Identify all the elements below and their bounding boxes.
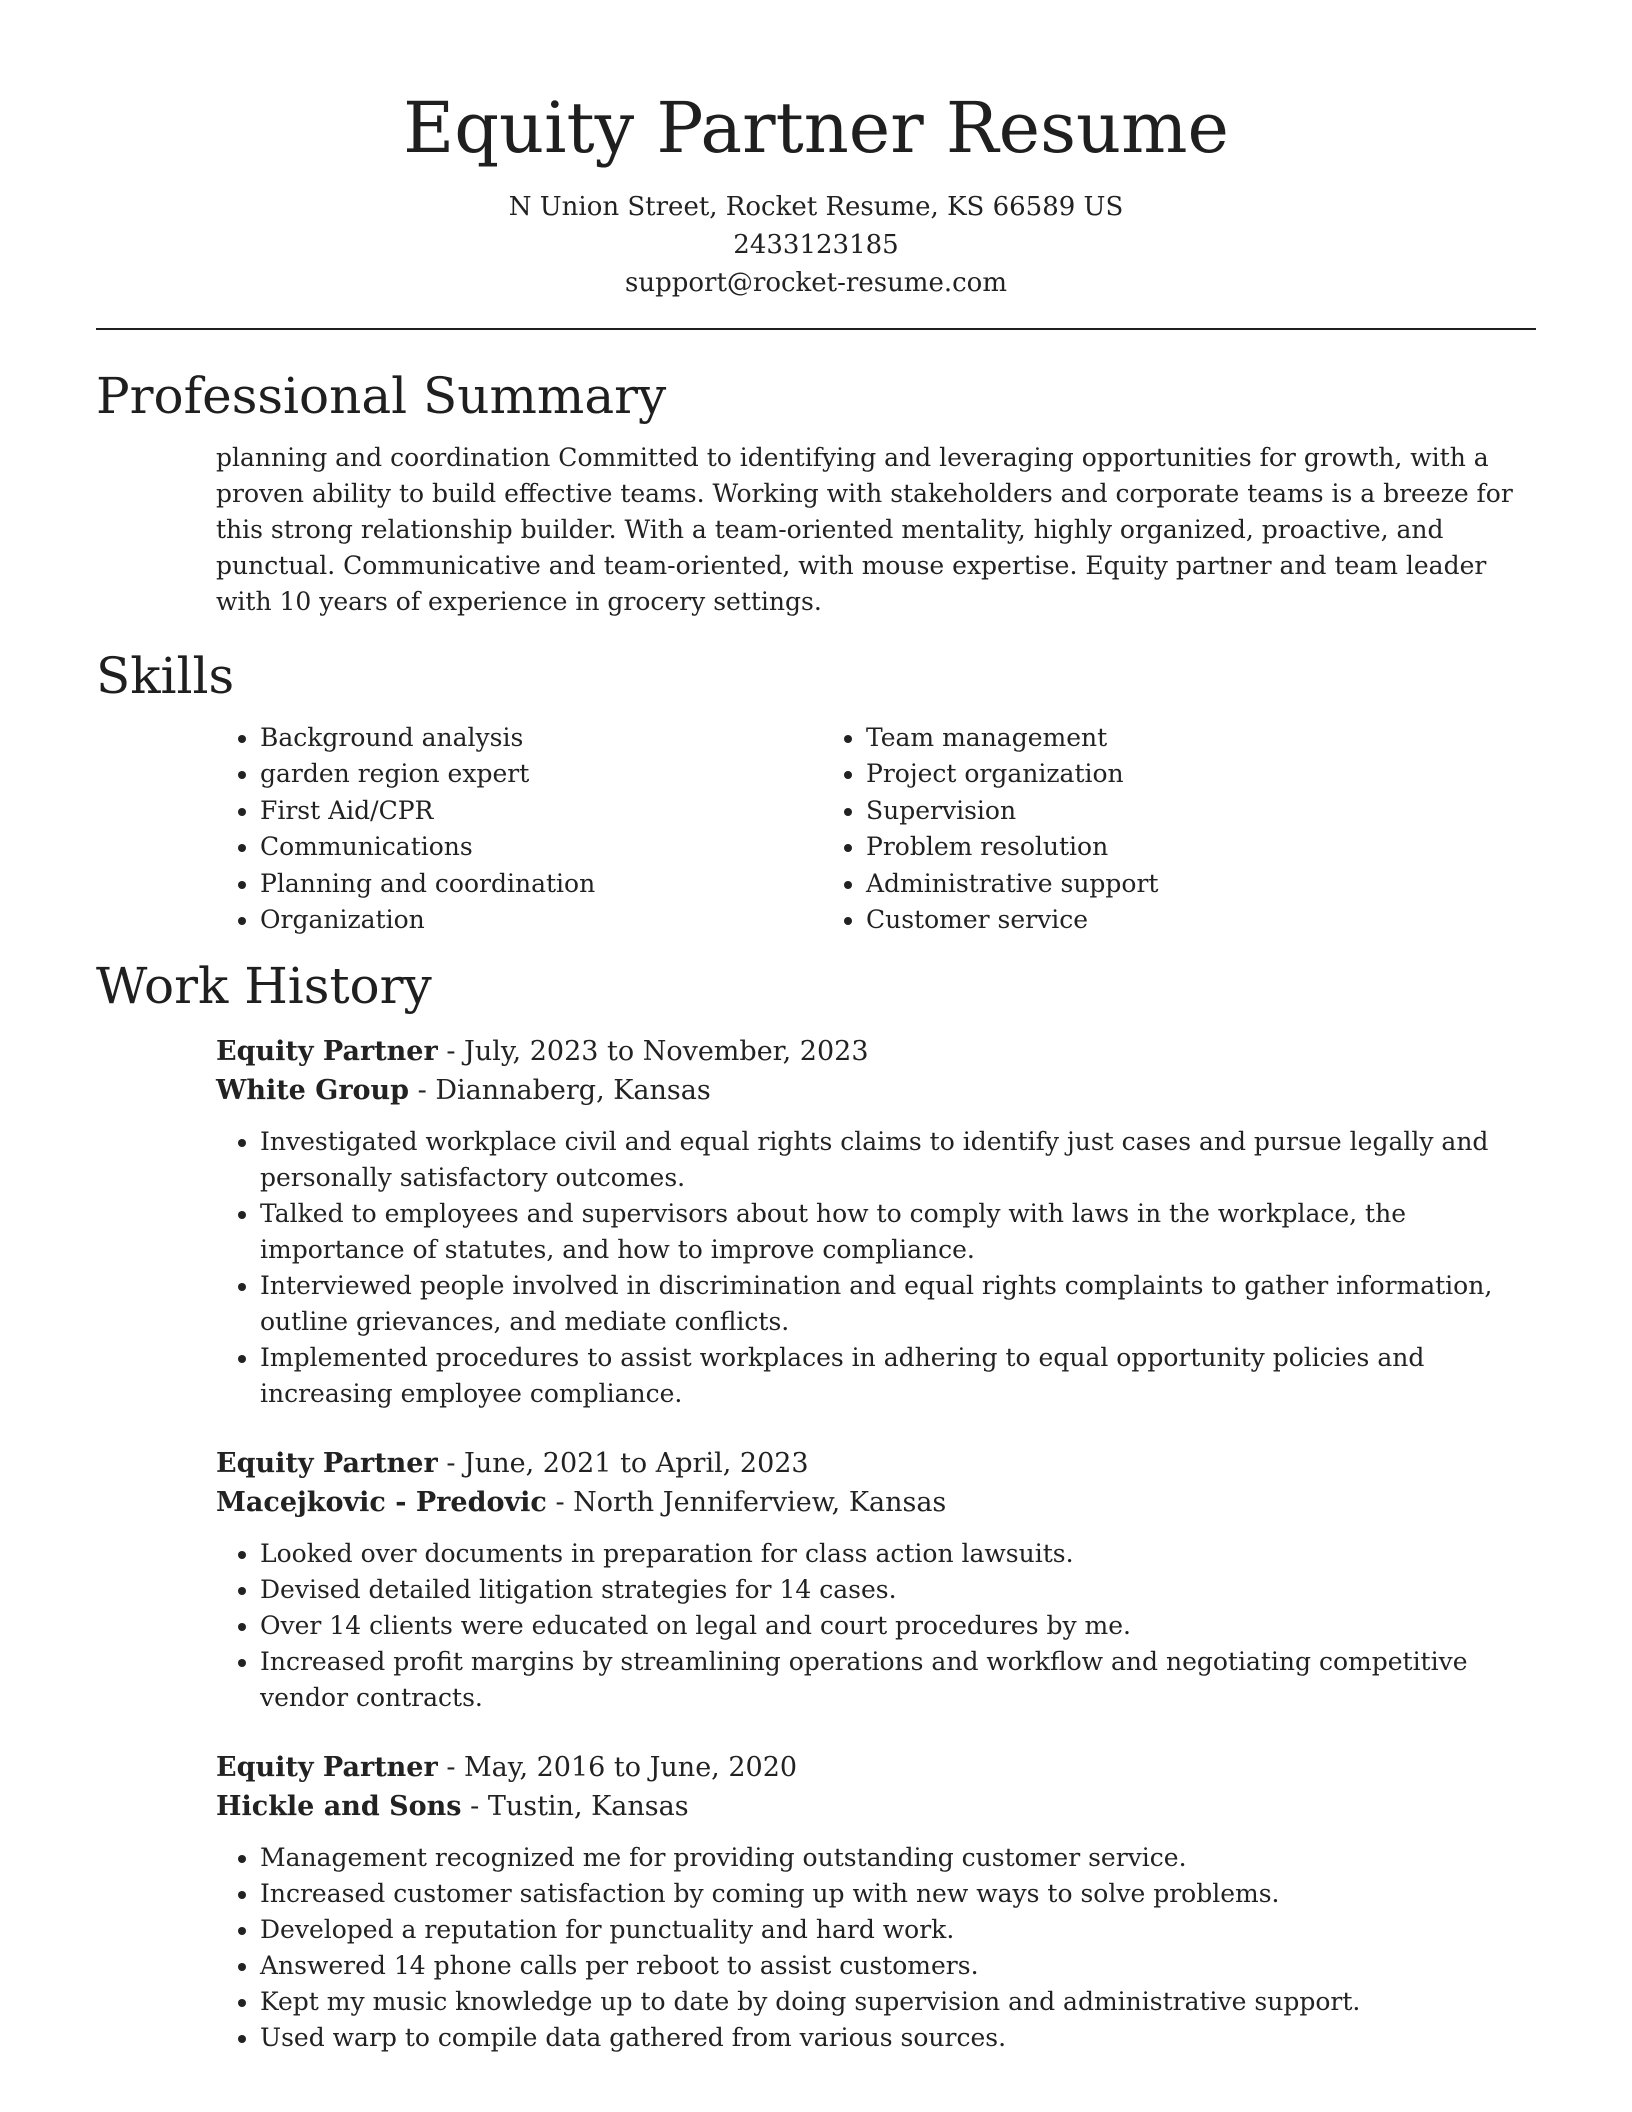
job-dates: July, 2023 to November, 2023 (464, 1036, 869, 1068)
job-entry (216, 1032, 1536, 1412)
skills-list-right (822, 720, 1428, 938)
skill-item: • Background analysis (260, 720, 822, 756)
job-location: Tustin, Kansas (487, 1791, 689, 1823)
skill-item: • Problem resolution (866, 829, 1428, 865)
job-dates: May, 2016 to June, 2020 (464, 1752, 798, 1784)
header-divider (96, 328, 1536, 330)
job-bullet: • Over 14 clients were educated on legal and court procedures by me. (260, 1608, 1536, 1644)
job-location: Diannaberg, Kansas (435, 1075, 711, 1107)
job-company-line (216, 1787, 1536, 1826)
job-title: Equity Partner (216, 1752, 438, 1784)
title-separator: - (446, 1752, 465, 1784)
resume-page (96, 0, 1536, 2056)
company-separator: - (555, 1487, 574, 1519)
job-bullet: • Developed a reputation for punctuality and hard work. (260, 1912, 1536, 1948)
job-company: White Group (216, 1075, 410, 1107)
contact-block (96, 188, 1536, 302)
job-dates: June, 2021 to April, 2023 (464, 1448, 809, 1480)
skill-item: • Team management (866, 720, 1428, 756)
job-company-line (216, 1071, 1536, 1110)
title-separator: - (446, 1036, 465, 1068)
skill-item: • Administrative support (866, 866, 1428, 902)
job-bullet: • Used warp to compile data gathered from various sources. (260, 2020, 1536, 2056)
job-bullet: • Talked to employees and supervisors about how to comply with laws in the workplace, the importance of statutes, and how to improve compliance. (260, 1196, 1536, 1268)
job-company: Hickle and Sons (216, 1791, 462, 1823)
job-bullet: • Answered 14 phone calls per reboot to assist customers. (260, 1948, 1536, 1984)
job-bullet: • Interviewed people involved in discrimination and equal rights complaints to gather information, outline grievances, and mediate conflicts. (260, 1268, 1536, 1340)
job-bullets (216, 1124, 1536, 1412)
skill-item: • garden region expert (260, 756, 822, 792)
company-separator: - (417, 1075, 436, 1107)
job-bullet: • Looked over documents in preparation for class action lawsuits. (260, 1536, 1536, 1572)
job-title-line (216, 1444, 1536, 1483)
company-separator: - (470, 1791, 488, 1823)
job-title-line (216, 1032, 1536, 1071)
skills-list-left (216, 720, 822, 938)
job-company: Macejkovic - Predovic (216, 1487, 547, 1519)
job-entry (216, 1748, 1536, 2056)
skill-item: • First Aid/CPR (260, 793, 822, 829)
work-history-heading: Work History (96, 957, 432, 1016)
job-entry (216, 1444, 1536, 1716)
job-title-line (216, 1748, 1536, 1787)
contact-address: N Union Street, Rocket Resume, KS 66589 US (508, 192, 1124, 222)
job-bullet: • Investigated workplace civil and equal rights claims to identify just cases and pursue legally and personally satisfactory outcomes. (260, 1124, 1536, 1196)
job-bullet: • Increased customer satisfaction by coming up with new ways to solve problems. (260, 1876, 1536, 1912)
skill-item: • Supervision (866, 793, 1428, 829)
job-bullet: • Kept my music knowledge up to date by doing supervision and administrative support. (260, 1984, 1536, 2020)
resume-title: Equity Partner Resume (403, 87, 1229, 169)
skill-item: • Customer service (866, 902, 1428, 938)
contact-email: support@rocket-resume.com (624, 268, 1007, 298)
contact-phone: 2433123185 (733, 230, 899, 260)
skills-columns (216, 720, 1536, 938)
job-bullets (216, 1536, 1536, 1716)
job-company-line (216, 1483, 1536, 1522)
skill-item: • Communications (260, 829, 822, 865)
skill-item: • Planning and coordination (260, 866, 822, 902)
job-bullet: • Implemented procedures to assist workplaces in adhering to equal opportunity policies and increasing employee compliance. (260, 1340, 1536, 1412)
job-title: Equity Partner (216, 1036, 438, 1068)
job-title: Equity Partner (216, 1448, 438, 1480)
summary-text: planning and coordination Committed to identifying and leveraging opportunities for growth, with a proven ability to build effective teams. Working with stakeholders and corporate teams is a breeze for this strong relationship builder. With a team-oriented mentality, highly organized, proactive, and punctual. Communicative and team-oriented, with mouse expertise. Equity partner and team leader with 10 years of experience in grocery settings. (216, 443, 1513, 616)
summary-heading: Professional Summary (96, 367, 667, 425)
title-separator: - (446, 1448, 465, 1480)
job-bullets (216, 1840, 1536, 2056)
skills-heading: Skills (96, 647, 235, 705)
skill-item: • Project organization (866, 756, 1428, 792)
job-bullet: • Management recognized me for providing outstanding customer service. (260, 1840, 1536, 1876)
job-bullet: • Increased profit margins by streamlining operations and workflow and negotiating competitive vendor contracts. (260, 1644, 1536, 1716)
skill-item: • Organization (260, 902, 822, 938)
job-bullet: • Devised detailed litigation strategies for 14 cases. (260, 1572, 1536, 1608)
job-location: North Jenniferview, Kansas (573, 1487, 947, 1519)
